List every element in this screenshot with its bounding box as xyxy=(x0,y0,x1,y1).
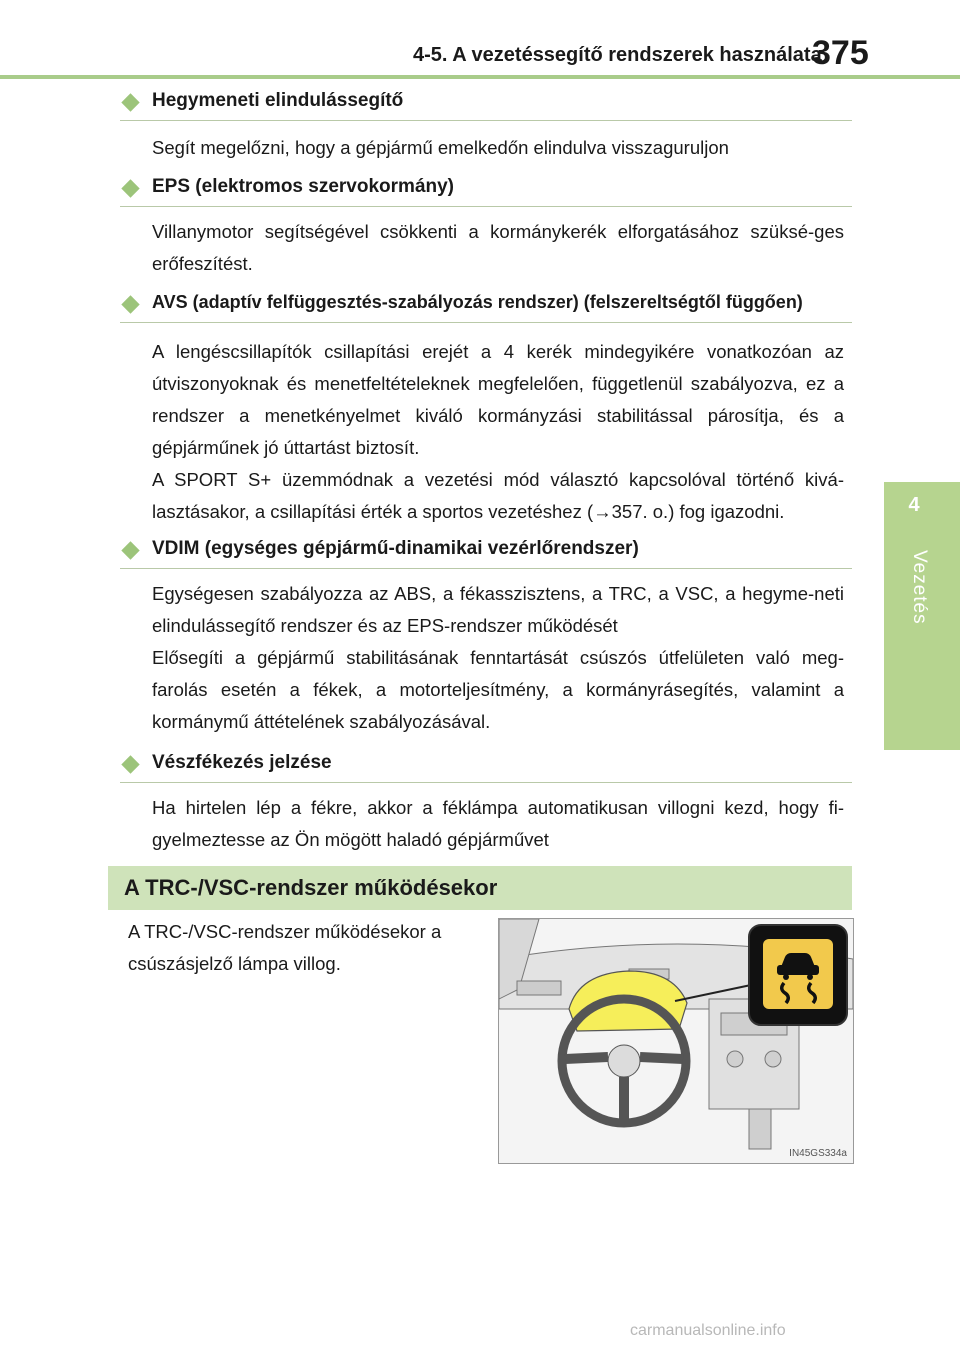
diamond-bullet-icon xyxy=(121,179,139,197)
section-heading xyxy=(120,88,852,121)
chapter-tab-label: Vezetés xyxy=(909,550,930,625)
section-heading xyxy=(120,750,852,783)
section-title: AVS (adaptív felfüggesztés-szabályozás rendszer) (felszereltségtől függően) xyxy=(152,292,803,312)
figure-code: IN45GS334a xyxy=(789,1148,847,1159)
page-number: 375 xyxy=(812,34,869,72)
section-title: Hegymeneti elindulássegítő xyxy=(152,90,404,111)
diamond-bullet-icon xyxy=(121,755,139,773)
section-paragraph: A SPORT S+ üzemmódnak a vezetési mód választó kapcsolóval történő kivá-lasztásakor, a csillapítási érték a sportos vezetéshez (→357. o.) fog igazodni. xyxy=(152,469,844,522)
trc-section-text: A TRC-/VSC-rendszer működésekor a csúszásjelző lámpa villog. xyxy=(128,921,442,974)
section-heading xyxy=(120,536,852,569)
dashboard-drawing xyxy=(499,919,853,1163)
header-rule xyxy=(0,75,960,79)
chapter-tab[interactable] xyxy=(884,482,960,750)
section-paragraph: Ha hirtelen lép a fékre, akkor a féklámpa automatikusan villogni kezd, hogy fi-gyelmeztesse az Ön mögött haladó gépjárművet xyxy=(152,797,844,850)
running-header: 4-5. A vezetéssegítő rendszerek használata xyxy=(413,44,822,66)
section-paragraph: A lengéscsillapítók csillapítási erejét a 4 kerék mindegyikére vonatkozóan az útviszonyoknak és menetfeltételeknek megfelelően, függetlenül szabályozva, ez a rendszer a menetkényelmet kiváló kormányzási stabilitással párosítja, és a gépjárműnek jó úttartást biztosít. xyxy=(152,341,844,458)
section-title: EPS (elektromos szervokormány) xyxy=(152,176,455,197)
watermark: carmanualsonline.info xyxy=(630,1322,786,1339)
section-paragraph: Villanymotor segítségével csökkenti a kormánykerék elforgatásához szüksé-ges erőfeszítést. xyxy=(152,221,844,274)
diamond-bullet-icon xyxy=(121,541,139,559)
section-paragraph: Segít megelőzni, hogy a gépjármű emelkedőn elindulva visszaguruljon xyxy=(152,137,729,158)
section-paragraph: Elősegíti a gépjármű stabilitásának fenntartását csúszós útfelületen való meg-farolás esetén a fékek, a motorteljesítmény, a kormányrásegítés, valamint a kormánymű áttételének szabályozásával. xyxy=(152,647,844,732)
section-heading xyxy=(120,174,852,207)
trc-section-banner xyxy=(108,866,852,910)
dashboard-illustration xyxy=(498,918,854,1164)
section-heading xyxy=(120,290,852,323)
diamond-bullet-icon xyxy=(121,93,139,111)
section-title: VDIM (egységes gépjármű-dinamikai vezérlőrendszer) xyxy=(152,538,639,559)
section-title: Vészfékezés jelzése xyxy=(152,752,332,773)
diamond-bullet-icon xyxy=(121,295,139,313)
chapter-tab-number: 4 xyxy=(908,494,920,516)
trc-section-title: A TRC-/VSC-rendszer működésekor xyxy=(124,875,498,900)
section-paragraph: Egységesen szabályozza az ABS, a fékasszisztens, a TRC, a VSC, a hegyme-neti elindulássegítő rendszer és az EPS-rendszer működését xyxy=(152,583,844,636)
